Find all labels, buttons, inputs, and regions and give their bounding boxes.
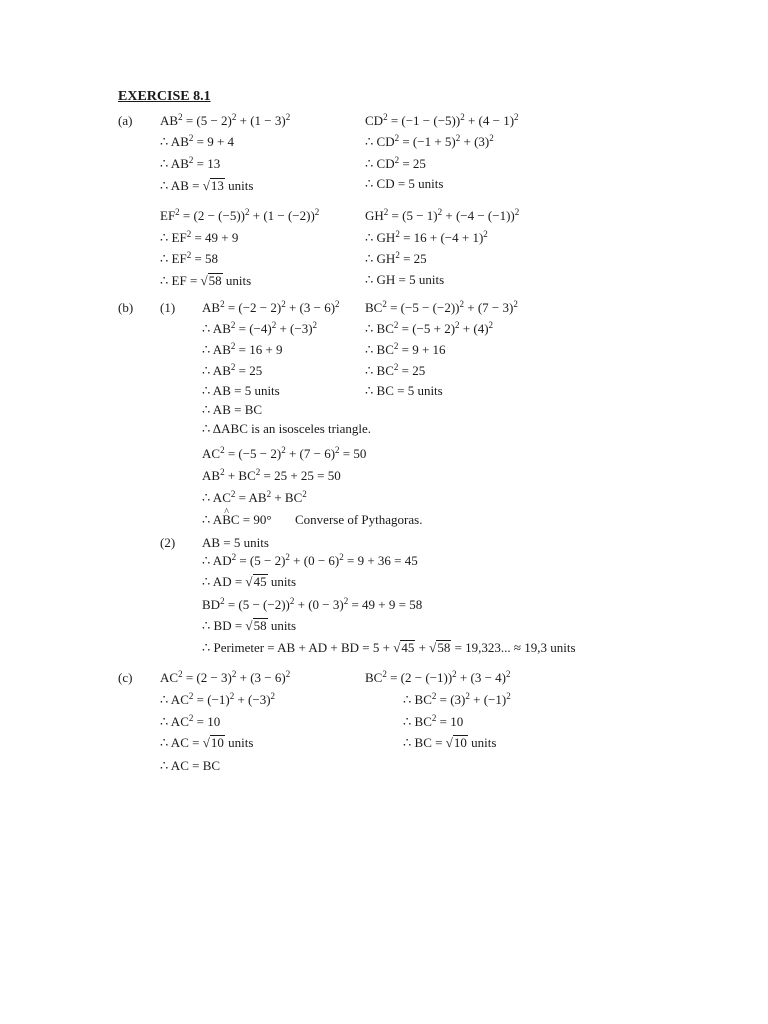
squared-exponent: 2 bbox=[231, 669, 237, 679]
equation-text: ∴ BC = bbox=[403, 735, 446, 750]
sqrt-symbol: √ bbox=[445, 735, 453, 750]
squared-exponent: 2 bbox=[285, 669, 291, 679]
radicand: 10 bbox=[210, 735, 224, 750]
equation-line: $CD^2 = (-1 - (-5))^2 + (4 - 1)^2$ bbox=[365, 112, 519, 128]
equation-line: ∴ $EF^2 = 58$ bbox=[160, 250, 219, 266]
equation-line: ∴ $BC^2 = 9 + 16$ bbox=[365, 341, 446, 357]
part-c-marker: (c) bbox=[118, 670, 133, 685]
radicand: 58 bbox=[437, 640, 451, 655]
squared-exponent: 2 bbox=[255, 467, 261, 477]
squared-exponent: 2 bbox=[455, 133, 461, 143]
radicand: 13 bbox=[210, 178, 224, 193]
equation-text: units bbox=[224, 735, 254, 750]
squared-exponent: 2 bbox=[271, 320, 277, 330]
squared-exponent: 2 bbox=[281, 445, 286, 455]
squared-exponent: 2 bbox=[431, 713, 437, 723]
squared-exponent: 2 bbox=[285, 552, 290, 562]
squared-exponent: 2 bbox=[289, 596, 295, 606]
squared-exponent: 2 bbox=[178, 669, 183, 679]
squared-exponent: 2 bbox=[335, 299, 340, 309]
sqrt-symbol: √ bbox=[200, 273, 208, 288]
squared-exponent: 2 bbox=[285, 112, 291, 122]
squared-exponent: 2 bbox=[343, 596, 349, 606]
squared-exponent: 2 bbox=[382, 299, 387, 309]
squared-exponent: 2 bbox=[382, 669, 387, 679]
radicand: 45 bbox=[253, 574, 267, 589]
squared-exponent: 2 bbox=[383, 207, 389, 217]
equation-line: ∴ ΔABC is an isosceles triangle. bbox=[202, 421, 371, 436]
equation-text: + bbox=[415, 640, 430, 655]
equation-line: ∴ $AC^2 = 10$ bbox=[160, 713, 221, 729]
squared-exponent: 2 bbox=[452, 669, 457, 679]
squared-exponent: 2 bbox=[220, 467, 225, 477]
squared-exponent: 2 bbox=[312, 320, 318, 330]
equation-text: units bbox=[267, 574, 297, 589]
squared-exponent: 2 bbox=[220, 445, 225, 455]
equation-line: AB = 5 units bbox=[202, 535, 269, 550]
equation-line: $AB^2 = (5 - 2)^2 + (1 - 3)^2$ bbox=[160, 112, 291, 128]
squared-exponent: 2 bbox=[231, 552, 237, 562]
squared-exponent: 2 bbox=[244, 207, 250, 217]
radicand: 58 bbox=[208, 273, 222, 288]
equation-line: $BC^2 = (-5 - (-2))^2 + (7 - 3)^2$ bbox=[365, 299, 518, 315]
equation-line: ∴ $AB^2 = 25$ bbox=[202, 362, 263, 378]
squared-exponent: 2 bbox=[302, 489, 307, 499]
equation-line bbox=[160, 178, 253, 193]
squared-exponent: 2 bbox=[335, 445, 340, 455]
squared-exponent: 2 bbox=[188, 691, 194, 701]
squared-exponent: 2 bbox=[465, 691, 470, 701]
squared-exponent: 2 bbox=[266, 489, 272, 499]
equation-line: $AB^2 + BC^2 = 25 + 25 = 50$ bbox=[202, 467, 341, 483]
squared-exponent: 2 bbox=[281, 299, 286, 309]
squared-exponent: 2 bbox=[230, 489, 236, 499]
equation-line: ∴ $GH^2 = 16 + (-4 + 1)^2$ bbox=[365, 229, 488, 245]
equation-line: $AC^2 = (2 - 3)^2 + (3 - 6)^2$ bbox=[160, 669, 291, 685]
squared-exponent: 2 bbox=[230, 362, 236, 372]
squared-exponent: 2 bbox=[460, 112, 465, 122]
squared-exponent: 2 bbox=[314, 207, 320, 217]
equation-line: ∴ $EF^2 = 49 + 9$ bbox=[160, 229, 239, 245]
equation-text: ∴ AB = bbox=[160, 178, 203, 193]
exercise-title: EXERCISE 8.1 bbox=[118, 89, 211, 104]
equation-text: units bbox=[267, 618, 297, 633]
squared-exponent: 2 bbox=[178, 112, 183, 122]
radicand: 58 bbox=[253, 618, 267, 633]
squared-exponent: 2 bbox=[483, 229, 488, 239]
squared-exponent: 2 bbox=[230, 341, 236, 351]
equation-text: units bbox=[222, 273, 252, 288]
squared-exponent: 2 bbox=[394, 133, 400, 143]
equation-line: $EF^2 = (2 - (-5))^2 + (1 - (-2))^2$ bbox=[160, 207, 320, 223]
squared-exponent: 2 bbox=[220, 596, 225, 606]
equation-line bbox=[202, 640, 576, 655]
equation-line: ∴ $AB^2 = 9 + 4$ bbox=[160, 133, 235, 149]
equation-line: ∴ $AC^2 = (-1)^2 + (-3)^2$ bbox=[160, 691, 276, 707]
equation-line: ∴ $AC^2 = AB^2 + BC^2$ bbox=[202, 489, 307, 505]
equation-line: ∴ $AD^2 = (5 - 2)^2 + (0 - 6)^2 = 9 + 36 = 45$ bbox=[202, 552, 418, 568]
squared-exponent: 2 bbox=[506, 691, 511, 701]
equation-line: ∴ $BC^2 = (3)^2 + (-1)^2$ bbox=[403, 691, 511, 707]
squared-exponent: 2 bbox=[188, 155, 194, 165]
sqrt-symbol: √ bbox=[429, 640, 437, 655]
theorem-note: Converse of Pythagoras. bbox=[295, 512, 423, 527]
squared-exponent: 2 bbox=[383, 112, 388, 122]
equation-line bbox=[202, 574, 296, 589]
equation-line: ∴ $AB^2 = 16 + 9$ bbox=[202, 341, 283, 357]
radicand: 10 bbox=[453, 735, 467, 750]
equation-line bbox=[160, 273, 251, 288]
sqrt-symbol: √ bbox=[245, 618, 253, 633]
squared-exponent: 2 bbox=[513, 299, 518, 309]
equation-text: units bbox=[224, 178, 254, 193]
squared-exponent: 2 bbox=[230, 320, 236, 330]
sqrt-symbol: √ bbox=[202, 735, 210, 750]
equation-line: ∴ BC = 5 units bbox=[365, 383, 443, 398]
equation-line: ∴ $BC^2 = (-5 + 2)^2 + (4)^2$ bbox=[365, 320, 494, 336]
equation-text: units bbox=[467, 735, 497, 750]
squared-exponent: 2 bbox=[229, 691, 235, 701]
equation-line: ∴ AB = 5 units bbox=[202, 383, 280, 398]
part-b-marker: (b) bbox=[118, 300, 134, 315]
equation-line: $AC^2 = (-5 - 2)^2 + (7 - 6)^2 = 50$ bbox=[202, 445, 367, 461]
equation-line: ∴ $AB^2 = 13$ bbox=[160, 155, 221, 171]
equation-line: $AB^2 = (-2 - 2)^2 + (3 - 6)^2$ bbox=[202, 299, 340, 315]
equation-line bbox=[202, 618, 296, 633]
equation-text: ∴ AC = bbox=[160, 735, 203, 750]
equation-line: $BC^2 = (2 - (-1))^2 + (3 - 4)^2$ bbox=[365, 669, 511, 685]
equation-line: ∴ $CD^2 = (-1 + 5)^2 + (3)^2$ bbox=[365, 133, 494, 149]
equation-text: ∴ A bbox=[202, 512, 223, 527]
squared-exponent: 2 bbox=[188, 713, 194, 723]
sqrt-symbol: √ bbox=[202, 178, 210, 193]
equation-text: ∴ Perimeter = AB + AD + BD = 5 + bbox=[202, 640, 394, 655]
equation-line: ∴ AB = BC bbox=[202, 402, 263, 417]
equation-line: ∴ $BC^2 = 10$ bbox=[403, 713, 464, 729]
squared-exponent: 2 bbox=[459, 299, 464, 309]
equation-line: ∴ AC = BC bbox=[160, 758, 221, 773]
equation-text: = 19,323... ≈ 19,3 units bbox=[451, 640, 576, 655]
equation-line: ∴ $BC^2 = 25$ bbox=[365, 362, 426, 378]
equation-line: ∴ CD = 5 units bbox=[365, 176, 444, 191]
squared-exponent: 2 bbox=[514, 112, 519, 122]
equation-text: ∴ AD = bbox=[202, 574, 246, 589]
squared-exponent: 2 bbox=[489, 133, 494, 143]
equation-text: ∴ EF = bbox=[160, 273, 201, 288]
squared-exponent: 2 bbox=[270, 691, 276, 701]
equation-line: $BD^2 = (5 - (-2))^2 + (0 - 3)^2 = 49 + 9 = 58$ bbox=[202, 596, 423, 612]
squared-exponent: 2 bbox=[455, 320, 460, 330]
squared-exponent: 2 bbox=[393, 341, 399, 351]
squared-exponent: 2 bbox=[393, 320, 399, 330]
squared-exponent: 2 bbox=[514, 207, 520, 217]
equation-line bbox=[202, 512, 272, 527]
equation-line: $GH^2 = (5 - 1)^2 + (-4 - (-1))^2$ bbox=[365, 207, 520, 223]
squared-exponent: 2 bbox=[231, 112, 237, 122]
squared-exponent: 2 bbox=[220, 299, 225, 309]
squared-exponent: 2 bbox=[505, 669, 511, 679]
equation-text: C = 90° bbox=[230, 512, 272, 527]
part-b2-marker: (2) bbox=[160, 535, 176, 550]
equation-line: ∴ $CD^2 = 25$ bbox=[365, 155, 426, 171]
equation-line bbox=[160, 735, 253, 750]
squared-exponent: 2 bbox=[395, 229, 400, 239]
squared-exponent: 2 bbox=[394, 155, 400, 165]
squared-exponent: 2 bbox=[431, 691, 437, 701]
sqrt-symbol: √ bbox=[393, 640, 401, 655]
part-b1-marker: (1) bbox=[160, 300, 176, 315]
squared-exponent: 2 bbox=[186, 229, 192, 239]
part-a-marker: (a) bbox=[118, 113, 133, 128]
squared-exponent: 2 bbox=[395, 250, 400, 260]
squared-exponent: 2 bbox=[188, 133, 194, 143]
radicand: 45 bbox=[401, 640, 415, 655]
equation-line: ∴ $AB^2 = (-4)^2 + (-3)^2$ bbox=[202, 320, 318, 336]
squared-exponent: 2 bbox=[437, 207, 443, 217]
squared-exponent: 2 bbox=[186, 250, 192, 260]
equation-text: ∴ BD = bbox=[202, 618, 246, 633]
squared-exponent: 2 bbox=[393, 362, 399, 372]
squared-exponent: 2 bbox=[339, 552, 344, 562]
sqrt-symbol: √ bbox=[245, 574, 253, 589]
equation-line: ∴ GH = 5 units bbox=[365, 272, 445, 287]
equation-line bbox=[403, 735, 496, 750]
squared-exponent: 2 bbox=[175, 207, 180, 217]
squared-exponent: 2 bbox=[488, 320, 494, 330]
angle-vertex: ^ B bbox=[222, 512, 231, 527]
equation-line: ∴ $GH^2 = 25$ bbox=[365, 250, 427, 266]
